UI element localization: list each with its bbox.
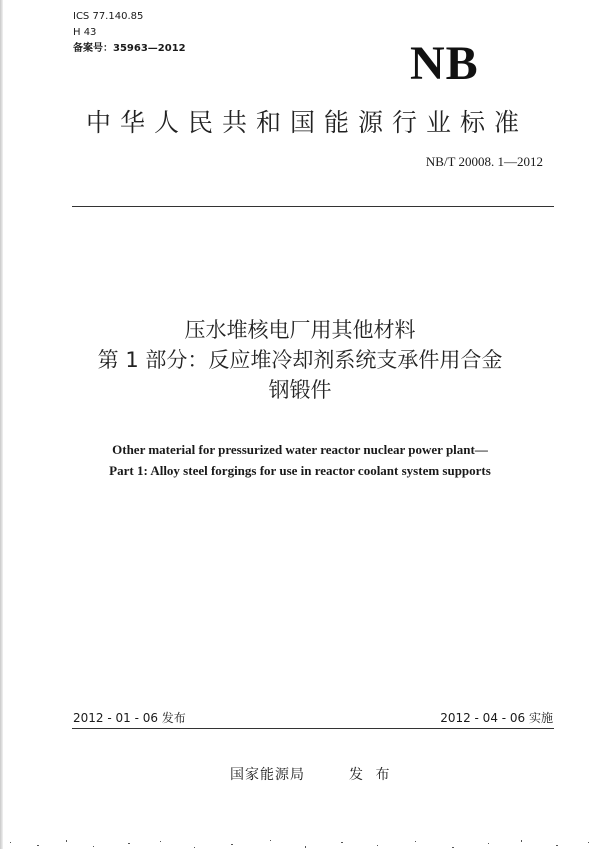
classification-code: H 43 [73, 27, 97, 38]
english-title-line-2: Part 1: Alloy steel forgings for use in reactor coolant system supports [109, 463, 491, 478]
issue-action: 发 布 [349, 767, 394, 783]
chinese-title-line-2: 第 1 部分：反应堆冷却剂系统支承件用合金 [97, 348, 503, 372]
nb-logo: NB [410, 37, 479, 90]
chinese-title-line-3: 钢锻件 [268, 378, 332, 402]
issuing-authority: 国家能源局 [230, 767, 305, 783]
bottom-divider [72, 728, 554, 729]
top-divider [72, 206, 554, 207]
english-title [40, 439, 560, 481]
standard-category-title: 中华人民共和国能源行业标准 [85, 108, 528, 137]
standard-number: NB/T 20008. 1—2012 [425, 154, 543, 169]
ics-code: ICS 77.140.85 [73, 11, 144, 22]
english-title-line-1: Other material for pressurized water reactor nuclear power plant— [112, 442, 488, 457]
scan-noise-strip [0, 834, 600, 849]
record-number: 备案号：35963—2012 [73, 43, 186, 54]
issue-date: 2012 - 01 - 06 发布 [73, 711, 186, 725]
chinese-title-line-1: 压水堆核电厂用其他材料 [184, 318, 416, 342]
implementation-date: 2012 - 04 - 06 实施 [440, 711, 553, 725]
chinese-title [40, 315, 560, 405]
scan-page-edge [0, 0, 3, 849]
